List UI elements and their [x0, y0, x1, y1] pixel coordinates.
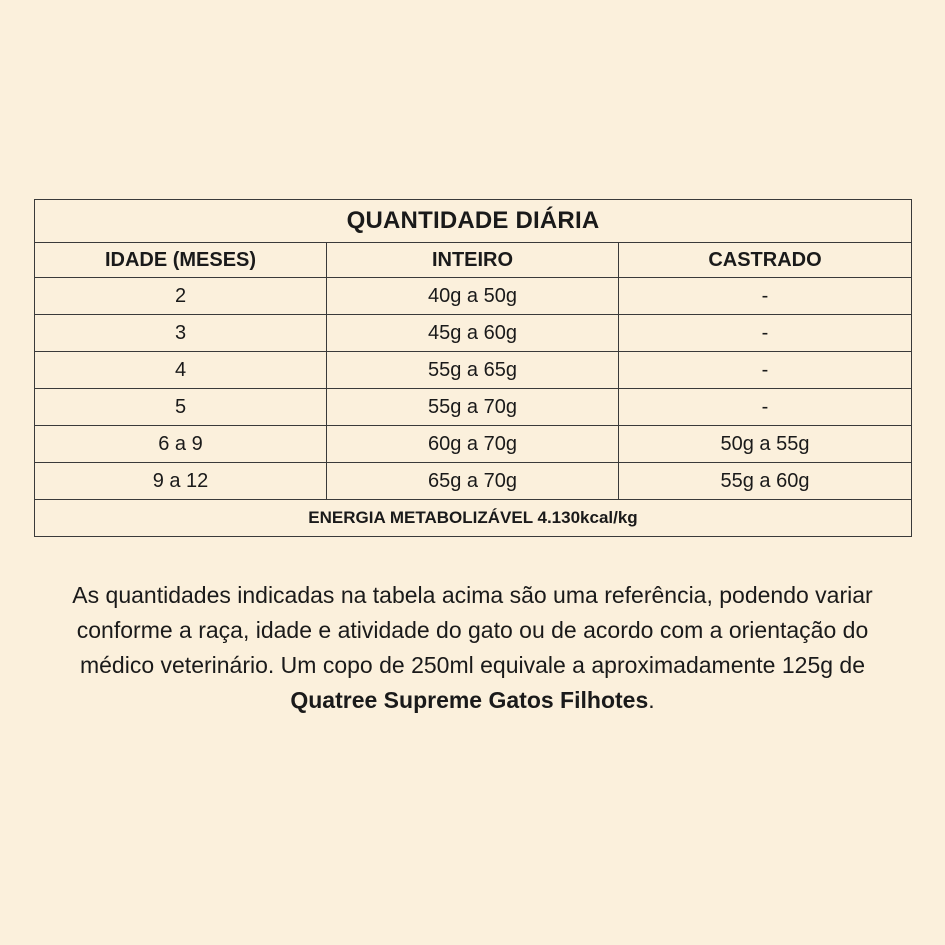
age-cell: 6 a 9 [35, 426, 327, 463]
note-end: . [648, 687, 655, 713]
feeding-note [40, 578, 905, 718]
age-cell: 9 a 12 [35, 463, 327, 500]
intact-cell: 40g a 50g [327, 278, 619, 315]
energy-footer: ENERGIA METABOLIZÁVEL 4.130kcal/kg [35, 500, 912, 537]
title-row [35, 200, 912, 243]
age-cell: 4 [35, 352, 327, 389]
table-row [35, 315, 912, 352]
intact-cell: 45g a 60g [327, 315, 619, 352]
age-cell: 5 [35, 389, 327, 426]
product-name: Quatree Supreme Gatos Filhotes [290, 687, 649, 713]
table-row [35, 389, 912, 426]
note-text: As quantidades indicadas na tabela acima são uma referência, podendo variar conforme a raça, idade e atividade do gato ou de acordo com a orientação do médico veterinário. Um copo de 250ml equivale a aproximadamente 125g de [72, 582, 873, 678]
age-cell: 3 [35, 315, 327, 352]
header-row [35, 243, 912, 278]
table-row [35, 278, 912, 315]
header-intact: INTEIRO [327, 243, 619, 278]
header-age: IDADE (MESES) [35, 243, 327, 278]
table-row [35, 463, 912, 500]
neutered-cell: - [619, 352, 912, 389]
neutered-cell: 55g a 60g [619, 463, 912, 500]
age-cell: 2 [35, 278, 327, 315]
feeding-table [34, 199, 912, 537]
intact-cell: 55g a 65g [327, 352, 619, 389]
intact-cell: 65g a 70g [327, 463, 619, 500]
neutered-cell: - [619, 389, 912, 426]
intact-cell: 55g a 70g [327, 389, 619, 426]
header-neutered: CASTRADO [619, 243, 912, 278]
table-title: QUANTIDADE DIÁRIA [35, 200, 912, 243]
neutered-cell: 50g a 55g [619, 426, 912, 463]
footer-row [35, 500, 912, 537]
table-row [35, 352, 912, 389]
table-row [35, 426, 912, 463]
neutered-cell: - [619, 278, 912, 315]
neutered-cell: - [619, 315, 912, 352]
intact-cell: 60g a 70g [327, 426, 619, 463]
